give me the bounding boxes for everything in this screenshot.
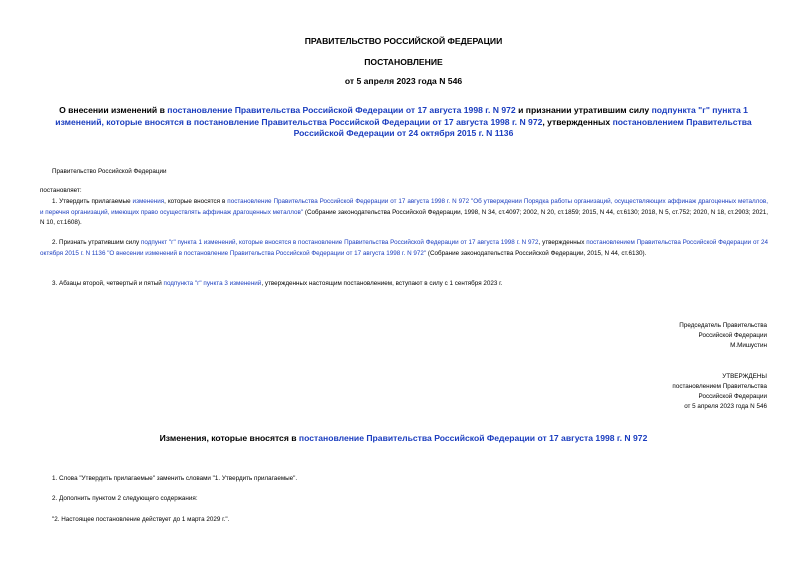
paragraph-2 <box>40 238 768 259</box>
change-item-2: 2. Дополнить пунктом 2 следующего содержания: <box>52 495 198 502</box>
p2-text-1: 2. Признать утратившим силу <box>52 239 141 246</box>
title-text-1: О внесении изменений в <box>59 105 168 115</box>
p1-text-3: (Собрание законодательства Российской Федерации, 1998, N 34, ст.4097; 2002, N 20, ст.1859; 2015, N 44, ст.6130; 2018, N 5, ст.752; 2020, N 18, ст.2903; 2021, N 10, ст.1608). <box>40 208 768 226</box>
signature-title: Председатель Правительства <box>679 322 767 329</box>
p3-text-1: 3. Абзацы второй, четвертый и пятый <box>52 280 164 287</box>
p2-link-decree-1136[interactable]: постановлением Правительства Российской Федерации от 24 октября 2015 г. N 1136 "О внесении изменений в постановление Правительства Российской Федерации от 17 августа 1998 г. N 972" <box>40 239 769 257</box>
p1-link-decree-972[interactable]: постановление Правительства Российской Федерации от 17 августа 1998 г. N 972 "Об утверждении Порядка работы организаций, осуществляющих аффинаж драгоценных металлов, и перечня организаций, имеющих право осуществлять аффинаж драгоценных металлов" <box>40 198 768 216</box>
change-item-1: 1. Слова "Утвердить прилагаемые" заменить словами "1. Утвердить прилагаемые". <box>52 475 298 482</box>
document-date-number: от 5 апреля 2023 года N 546 <box>344 76 463 86</box>
title-text-3: , утвержденных <box>542 116 613 127</box>
title-link-decree-1136[interactable]: постановлением Правительства Российской Федерации от 24 октября 2015 г. N 1136 <box>293 116 752 138</box>
p3-link-subparagraph[interactable]: подпункта "г" пункта 3 изменений <box>163 280 262 287</box>
title-text-2: и признании утратившим силу <box>515 105 652 115</box>
p2-link-subparagraph[interactable]: подпункт "г" пункта 1 изменений, которые вносятся в постановление Правительства Российской Федерации от 17 августа 1998 г. N 972 <box>140 239 539 246</box>
document-title <box>40 105 767 140</box>
p1-link-changes[interactable]: изменения <box>132 198 165 205</box>
p1-text-2: , которые вносятся в <box>164 198 228 205</box>
title-link-subparagraph[interactable]: подпункта "г" пункта 1 изменений, которые вносятся в постановление Правительства Российской Федерации от 17 августа 1998 г. N 972 <box>55 105 748 127</box>
title-link-decree-972[interactable]: постановление Правительства Российской Федерации от 17 августа 1998 г. N 972 <box>167 105 516 115</box>
approval-date: от 5 апреля 2023 года N 546 <box>684 403 767 410</box>
changes-title-text: Изменения, которые вносятся в <box>159 433 299 443</box>
p1-text-1: 1. Утвердить прилагаемые <box>52 198 133 205</box>
paragraph-3 <box>40 279 768 290</box>
approval-body: Российской Федерации <box>698 393 767 400</box>
approval-by: постановлением Правительства <box>672 383 767 390</box>
changes-title <box>40 433 767 445</box>
signature-block <box>679 321 767 351</box>
government-heading: ПРАВИТЕЛЬСТВО РОССИЙСКОЙ ФЕДЕРАЦИИ <box>304 36 503 46</box>
p3-text-2: , утвержденных настоящим постановлением, вступают в силу с 1 сентября 2023 г. <box>261 280 503 287</box>
p2-text-2: , утвержденных <box>538 239 587 246</box>
approval-block <box>672 372 767 412</box>
signature-name: М.Мишустин <box>730 342 767 349</box>
document-type: ПОСТАНОВЛЕНИЕ <box>364 57 443 67</box>
paragraph-1 <box>40 197 768 229</box>
signature-body: Российской Федерации <box>698 332 767 339</box>
change-item-3: "2. Настоящее постановление действует до 1 марта 2029 г.". <box>52 516 230 523</box>
government-line: Правительство Российской Федерации <box>52 168 167 175</box>
decides-line: постановляет: <box>40 187 82 194</box>
p2-text-3: (Собрание законодательства Российской Федерации, 2015, N 44, ст.6130). <box>426 249 647 257</box>
changes-title-link[interactable]: постановление Правительства Российской Федерации от 17 августа 1998 г. N 972 <box>298 433 648 443</box>
approval-label: УТВЕРЖДЕНЫ <box>722 373 767 380</box>
